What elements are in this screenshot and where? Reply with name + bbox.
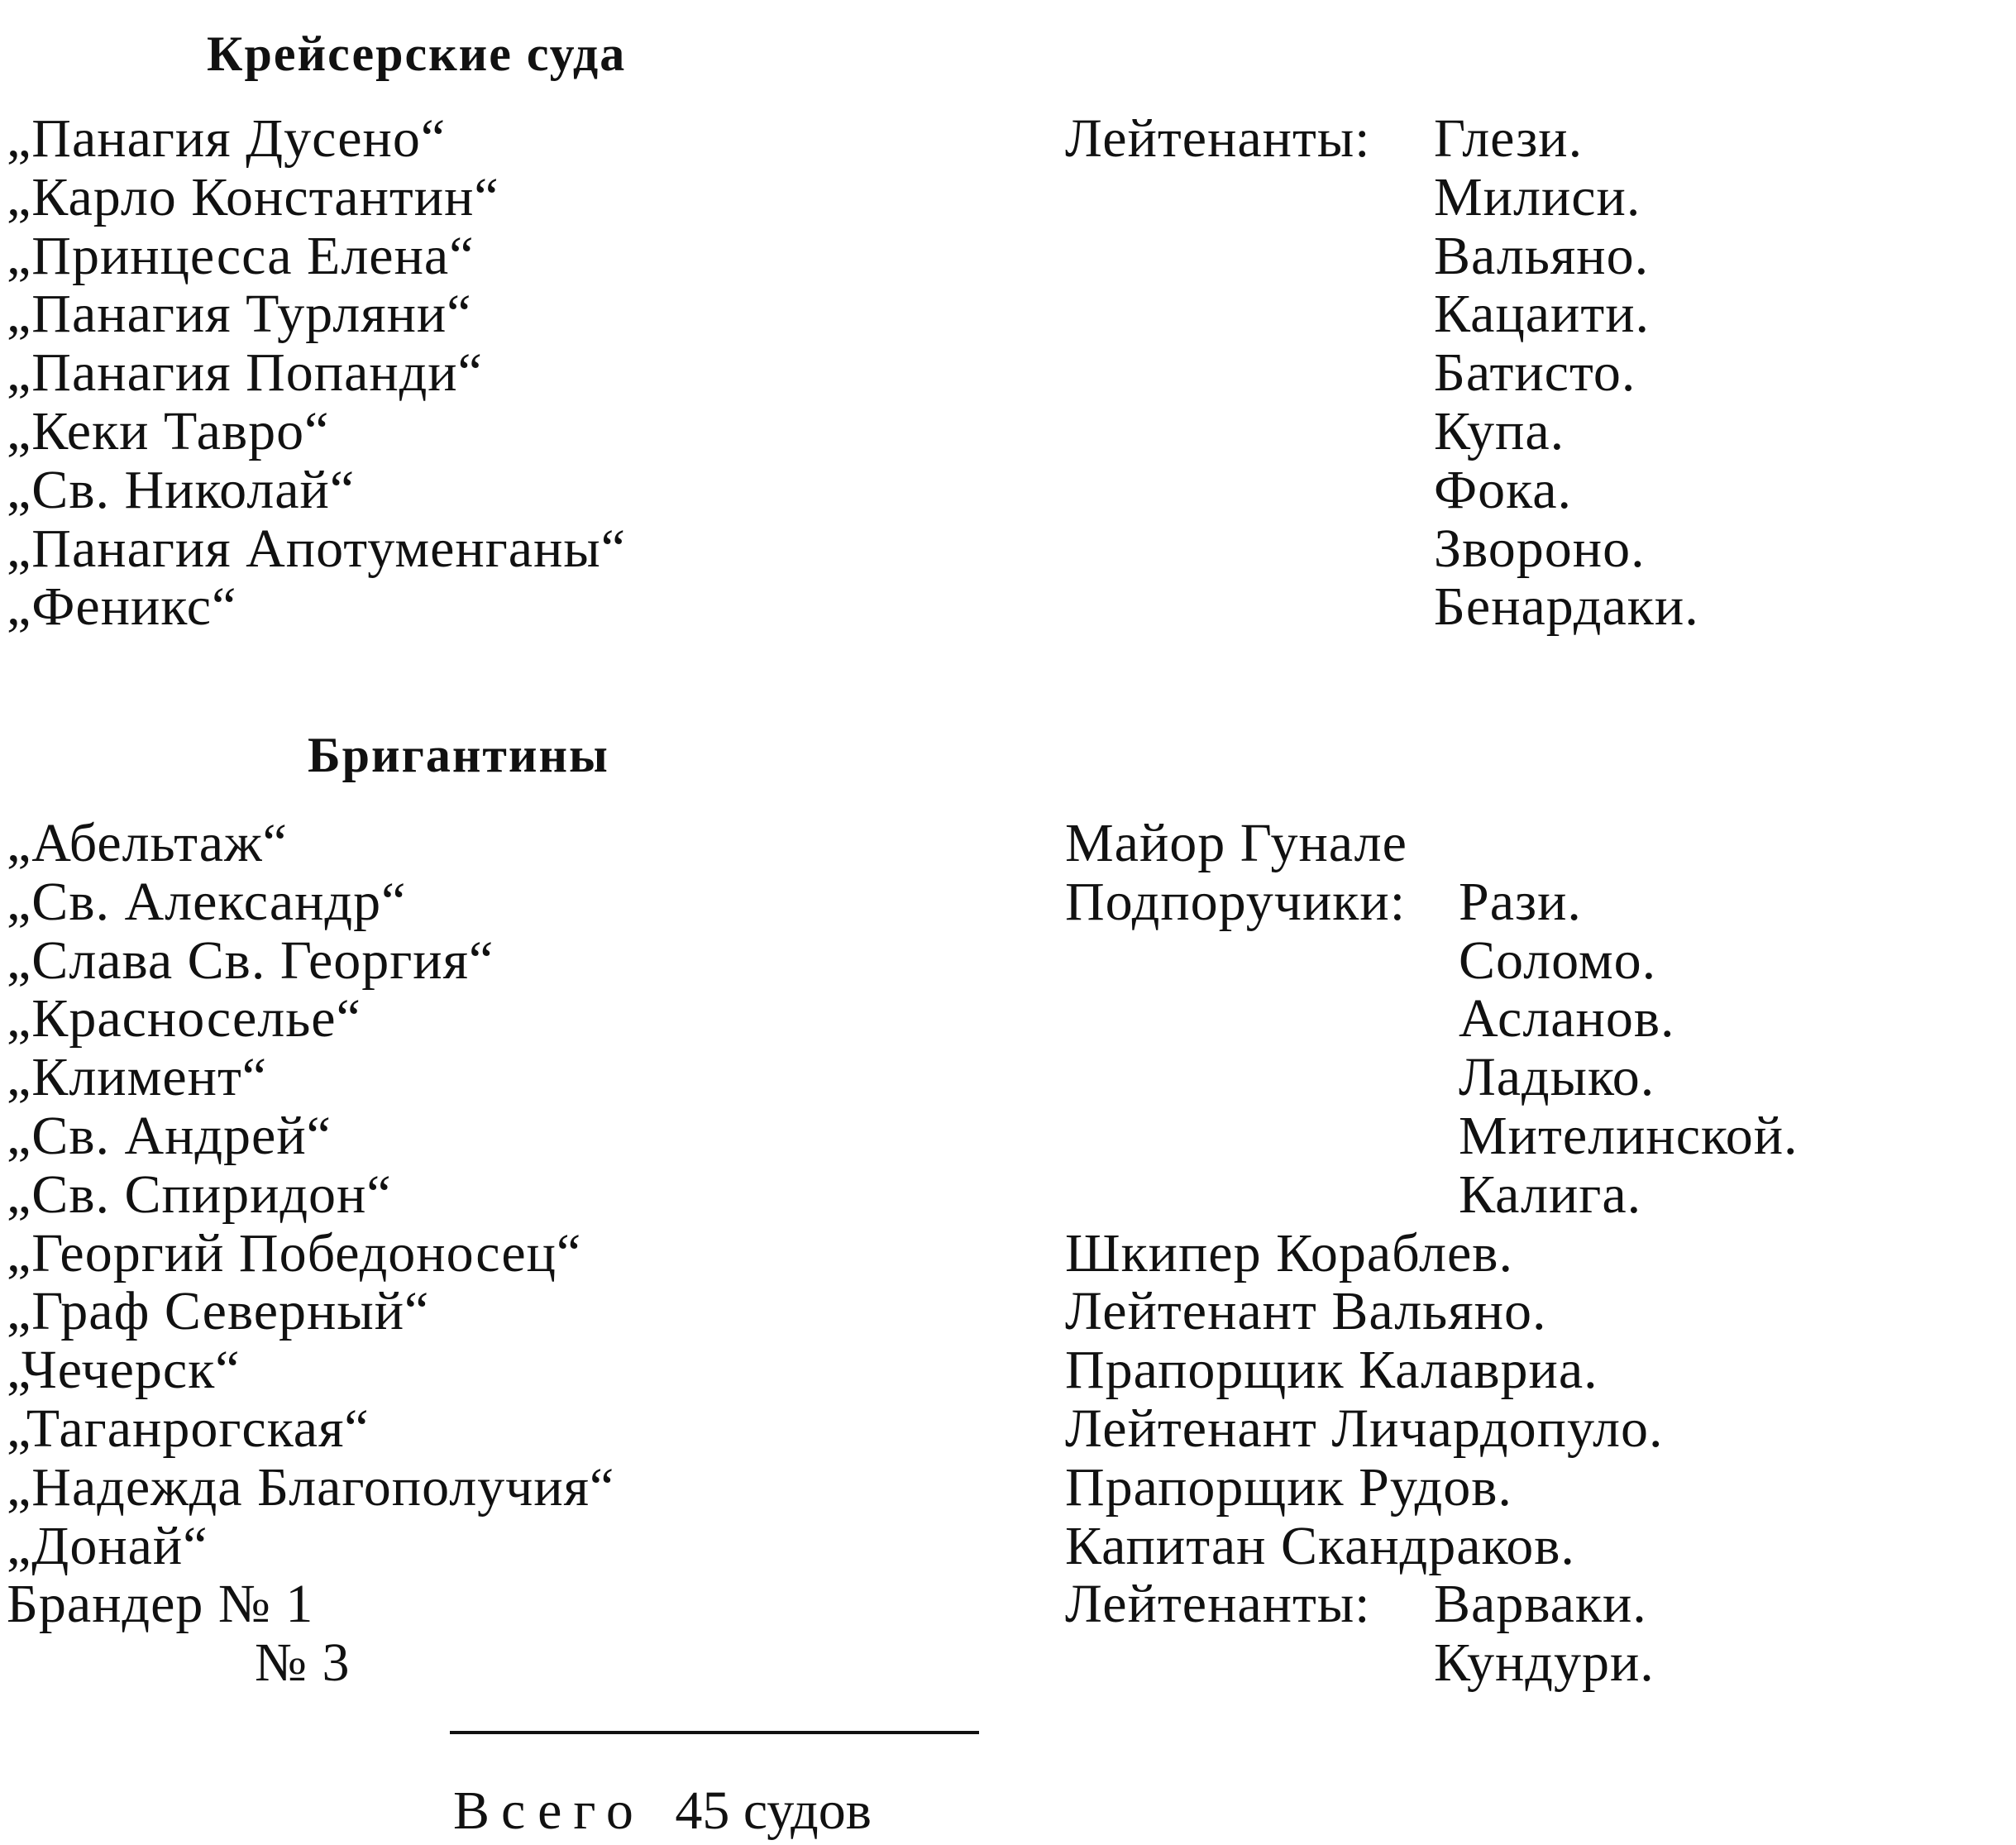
officer-name: Звороно. [1434, 518, 1646, 579]
officer-name: Соломо. [1459, 930, 1657, 991]
officer-row [1065, 990, 1975, 1049]
list-item: „Св. Александр“ [7, 871, 407, 932]
section-title-brigantines: Бригантины [308, 728, 609, 782]
officer-row [1065, 1222, 1975, 1283]
officer-row [1065, 578, 1892, 637]
list-item: „Св. Спиридон“ [7, 1164, 392, 1225]
list-item: „Панагия Попанди“ [7, 342, 483, 404]
list-item: „Чечерск“ [7, 1340, 241, 1401]
officer-name: Калига. [1459, 1164, 1642, 1225]
list-item: „Красноселье“ [7, 988, 361, 1049]
officer-row [1065, 520, 1892, 579]
officer-row [1065, 1575, 1975, 1634]
officer-row [1065, 400, 1892, 461]
officer-row [1065, 227, 1892, 286]
officer-name: Асланов. [1459, 988, 1675, 1049]
officer-row [1065, 1515, 1975, 1576]
officer-name: Кацаити. [1434, 284, 1651, 345]
total-unit: судов [743, 1780, 872, 1841]
officer-row [1065, 815, 1975, 873]
brigantine-ship-list [7, 815, 614, 1693]
list-item: „Феникс“ [7, 576, 237, 638]
officer-row [1065, 1166, 1975, 1225]
officer-row [1065, 1400, 1975, 1459]
list-item: „Граф Северный“ [7, 1281, 430, 1342]
rank-label: Подпоручики: [1065, 871, 1407, 932]
officer-entry: Майор Гунале [1065, 813, 1407, 873]
officer-name: Глези. [1434, 108, 1584, 169]
list-item: „Надежда Благополучия“ [7, 1456, 615, 1518]
total-word: Всего [453, 1780, 645, 1841]
officer-name: Ладыко. [1459, 1047, 1655, 1108]
officer-name: Кундури. [1434, 1632, 1655, 1694]
officer-row [1065, 1341, 1975, 1400]
officer-entry: Лейтенант Вальяно. [1065, 1281, 1547, 1342]
officer-name: Батисто. [1434, 342, 1636, 404]
total-number: 45 [675, 1780, 730, 1841]
list-item [7, 1634, 614, 1693]
list-item: „Принцесса Елена“ [7, 225, 475, 286]
officer-row [1065, 1049, 1975, 1107]
list-item: „Слава Св. Георгия“ [7, 930, 494, 991]
officer-row [1065, 1634, 1975, 1693]
officer-row [1065, 110, 1892, 169]
rank-label: Лейтенанты: [1065, 108, 1371, 169]
officer-name: Купа. [1434, 400, 1565, 461]
officer-name: Милиси. [1434, 166, 1641, 227]
fireship-number: № 3 [255, 1632, 351, 1694]
list-item: „Св. Андрей“ [7, 1105, 332, 1166]
brigantine-officer-list [1065, 815, 1975, 1693]
officer-row [1065, 166, 1892, 227]
officer-entry: Капитан Скандраков. [1065, 1515, 1575, 1576]
list-item: „Абельтаж“ [7, 813, 288, 873]
list-item: „Св. Николай“ [7, 459, 356, 520]
officer-row [1065, 932, 1975, 991]
section-title-cruisers: Крейсерские суда [207, 26, 627, 81]
list-item: „Георгий Победоносец“ [7, 1222, 582, 1283]
officer-row [1065, 461, 1892, 520]
total-line [453, 1778, 872, 1844]
officer-row [1065, 344, 1892, 403]
officer-row [1065, 1107, 1975, 1166]
rank-label: Лейтенанты: [1065, 1574, 1371, 1635]
divider-rule [450, 1731, 979, 1734]
officer-entry: Прапорщик Калавриа. [1065, 1340, 1598, 1401]
list-item: „Карло Константин“ [7, 166, 499, 227]
officer-name: Вальяно. [1434, 225, 1650, 286]
list-item: „Панагия Турляни“ [7, 284, 472, 345]
list-item: „Панагия Апотуменганы“ [7, 518, 627, 579]
officer-name: Фока. [1434, 459, 1573, 520]
officer-row [1065, 873, 1975, 932]
officer-entry: Шкипер Кораблев. [1065, 1222, 1513, 1283]
officer-row [1065, 1283, 1975, 1341]
cruiser-officer-list [1065, 110, 1892, 637]
officer-name: Бенардаки. [1434, 576, 1699, 638]
officer-entry: Прапорщик Рудов. [1065, 1456, 1512, 1518]
list-item: Брандер № 1 [7, 1574, 314, 1635]
list-item: „Кеки Тавро“ [7, 400, 330, 461]
officer-name: Рази. [1459, 871, 1582, 932]
officer-name: Мителинской. [1459, 1105, 1799, 1166]
officer-row [1065, 1456, 1975, 1518]
officer-entry: Лейтенант Личардопуло. [1065, 1398, 1664, 1459]
list-item: „Таганрогская“ [7, 1398, 370, 1459]
officer-name: Варваки. [1434, 1574, 1647, 1635]
list-item: „Панагия Дусено“ [7, 108, 447, 169]
list-item: „Климент“ [7, 1047, 268, 1108]
officer-row [1065, 285, 1892, 344]
cruiser-ship-list [7, 110, 626, 637]
list-item: „Донай“ [7, 1515, 208, 1576]
